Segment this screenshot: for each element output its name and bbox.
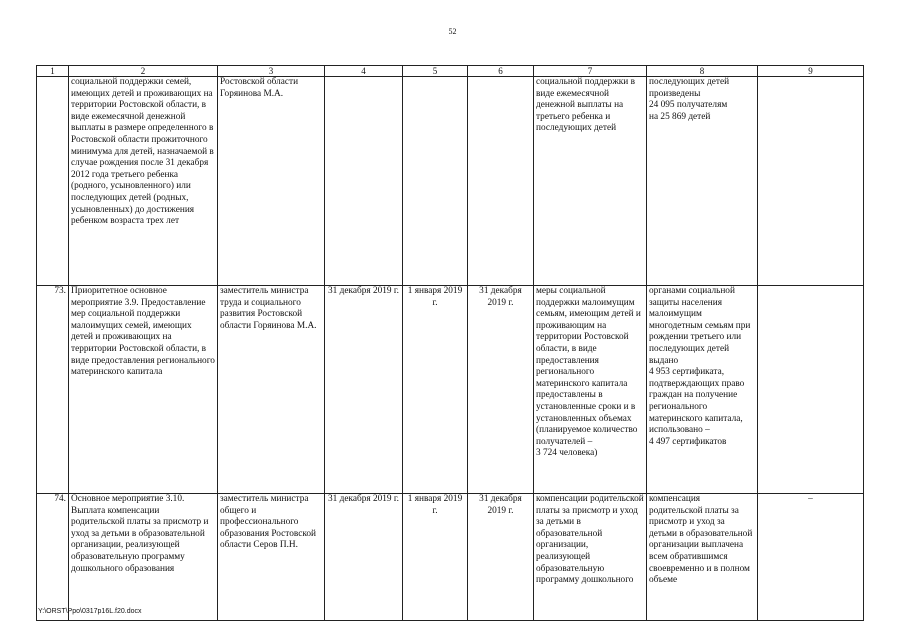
planned-date: 31 декабря 2019 г. (325, 494, 403, 621)
actual-result: компенсация родительской платы за присмотр и уход за детьми в образовательной организации выплачена всем обратившимся своевременно и в полном объеме (647, 494, 758, 621)
notes: – (758, 494, 864, 621)
end-date (468, 77, 534, 286)
table-row (37, 77, 864, 286)
page-number: 52 (448, 27, 457, 36)
column-header: 3 (218, 66, 325, 77)
column-header: 4 (325, 66, 403, 77)
row-number: 73. (37, 286, 69, 494)
end-date: 31 декабря 2019 г. (468, 286, 534, 494)
planned-result: меры социальной поддержки малоимущим семьям, имеющим детей и проживающим на территории Ростовской области, в виде предоставления регионального материнского капитала предоставлены в установленные сроки и в установленных объемах (планируемое количество получателей – 3 724 человека) (534, 286, 647, 494)
column-header: 7 (534, 66, 647, 77)
actual-result: органами социальной защиты населения малоимущим многодетным семьям при рождении третьего или последующих детей выдано 4 953 сертификата, подтверждающих право граждан на получение регионального материнского капитала, использовано – 4 497 сертификатов (647, 286, 758, 494)
table-row (37, 286, 864, 494)
planned-result: компенсации родительской платы за присмотр и уход за детьми в образовательной организации, реализующей образовательную программу дошкольного (534, 494, 647, 621)
planned-date: 31 декабря 2019 г. (325, 286, 403, 494)
responsible-person: заместитель министра труда и социального развития Ростовской области Горяинова М.А. (218, 286, 325, 494)
report-table (36, 65, 864, 621)
table-row (37, 494, 864, 621)
measure-name: Основное мероприятие 3.10. Выплата компенсации родительской платы за присмотр и уход за детьми в образовательной организации, реализующей образовательную программу дошкольного образования (69, 494, 218, 621)
start-date (403, 77, 468, 286)
planned-result: социальной поддержки в виде ежемесячной денежной выплаты на третьего ребенка и последующих детей (534, 77, 647, 286)
start-date: 1 января 2019 г. (403, 286, 468, 494)
column-header: 9 (758, 66, 864, 77)
responsible-person: заместитель министра общего и профессионального образования Ростовской области Серов П.Н. (218, 494, 325, 621)
column-header: 5 (403, 66, 468, 77)
responsible-person: Ростовской области Горяинова М.А. (218, 77, 325, 286)
start-date: 1 января 2019 г. (403, 494, 468, 621)
header-row (37, 66, 864, 77)
planned-date (325, 77, 403, 286)
row-number (37, 77, 69, 286)
column-header: 2 (69, 66, 218, 77)
measure-name: социальной поддержки семей, имеющих детей и проживающих на территории Ростовской области, в виде ежемесячной денежной выплаты в размере определенного в Ростовской области прожиточного минимума для детей, назначаемой в случае рождения после 31 декабря 2012 года третьего ребенка (родного, усыновленного) или последующих детей (родных, усыновленных) до достижения ребенком возраста трех лет (69, 77, 218, 286)
end-date: 31 декабря 2019 г. (468, 494, 534, 621)
column-header: 1 (37, 66, 69, 77)
notes (758, 286, 864, 494)
row-number: 74. (37, 494, 69, 621)
column-header: 6 (468, 66, 534, 77)
notes (758, 77, 864, 286)
file-path-footer: Y:\ORST\Ppo\0317p16L.f20.docx (38, 608, 142, 615)
measure-name: Приоритетное основное мероприятие 3.9. Предоставление мер социальной поддержки малоимущих семей, имеющих детей и проживающих на территории Ростовской области, в виде предоставления регионального материнского капитала (69, 286, 218, 494)
column-header: 8 (647, 66, 758, 77)
actual-result: последующих детей произведены 24 095 получателям на 25 869 детей (647, 77, 758, 286)
